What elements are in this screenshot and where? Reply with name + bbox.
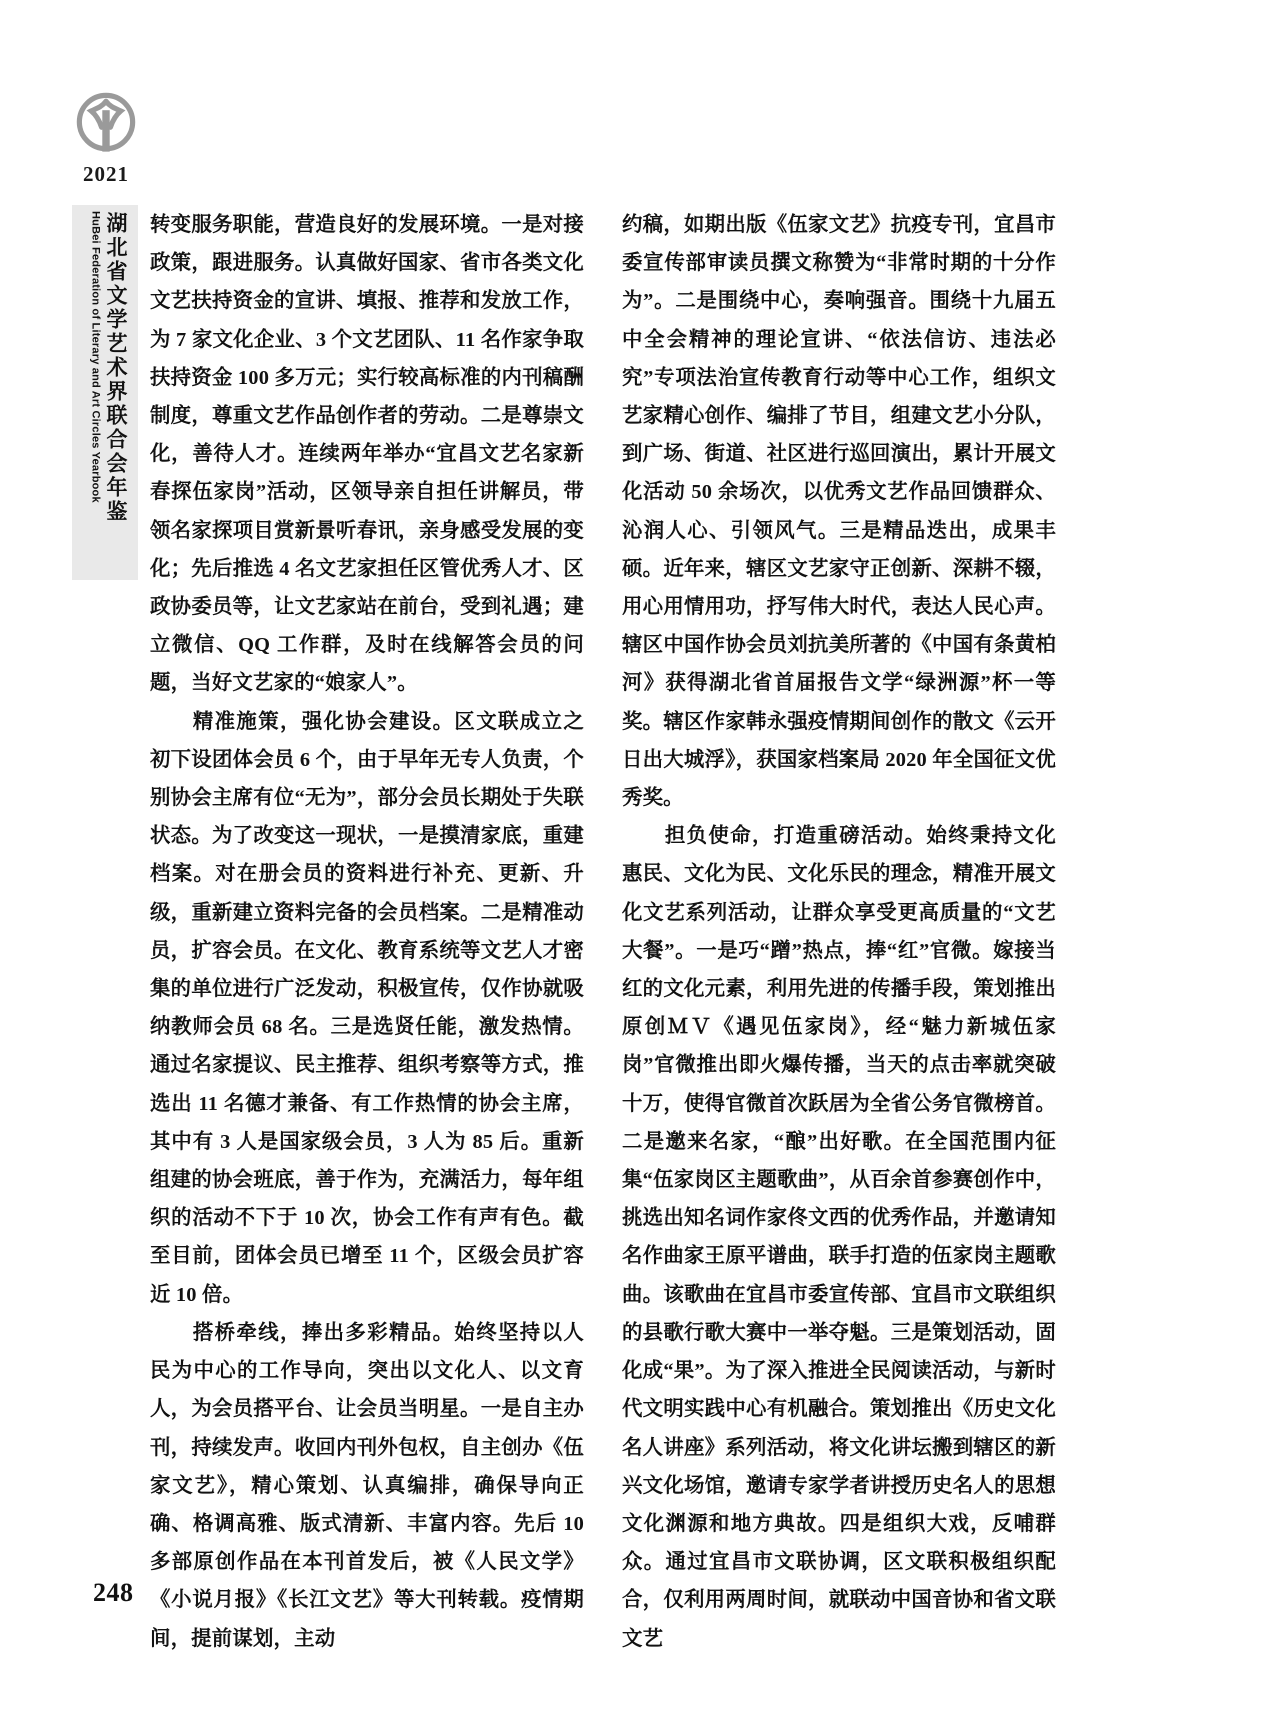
logo-year: 2021 (83, 162, 129, 186)
yearbook-emblem-icon (69, 88, 143, 162)
paragraph: 搭桥牵线，捧出多彩精品。始终坚持以人民为中心的工作导向，突出以文化人、以文育人，为会员搭平台、让会员当明星。一是自主办刊，持续发声。收回内刊外包权，自主创办《伍家文艺》，精心策划、认真编排，确保导向正确、格调高雅、版式清新、丰富内容。先后 10 多部原创作品在本刊首发后，被《人民文学》《小说月报》《长江文艺》等大刊转载。疫情期间，提前谋划，主动 (150, 1321, 584, 1650)
vertical-running-head (72, 205, 138, 580)
running-head-title-en: HuBei Federation of Literary and Art Circles Yearbook (89, 211, 102, 503)
body-column-right (622, 206, 1056, 1658)
running-head-title-cn: 湖北省文学艺术界联合会年鉴 (104, 212, 128, 524)
page-masthead (62, 88, 150, 185)
page-number: 248 (93, 1578, 134, 1607)
paragraph: 转变服务职能，营造良好的发展环境。一是对接政策，跟进服务。认真做好国家、省市各类文化文艺扶持资金的宣讲、填报、推荐和发放工作，为 7 家文化企业、3 个文艺团队、11 名作家争取扶持资金 100 多万元；实行较高标准的内刊稿酬制度，尊重文艺作品创作者的劳动。二是尊崇文化，善待人才。连续两年举办“宜昌文艺名家新春探伍家岗”活动，区领导亲自担任讲解员，带领名家探项目赏新景听春讯，亲身感受发展的变化；先后推选 4 名文艺家担任区管优秀人才、区政协委员等，让文艺家站在前台，受到礼遇；建立微信、QQ 工作群，及时在线解答会员的问题，当好文艺家的“娘家人”。 (150, 214, 584, 695)
paragraph: 精准施策，强化协会建设。区文联成立之初下设团体会员 6 个，由于早年无专人负责，个别协会主席有位“无为”，部分会员长期处于失联状态。为了改变这一现状，一是摸清家底，重建档案。对在册会员的资料进行补充、更新、升级，重新建立资料完备的会员档案。二是精准动员，扩容会员。在文化、教育系统等文艺人才密集的单位进行广泛发动，积极宣传，仅作协就吸纳教师会员 68 名。三是选贤任能，激发热情。通过名家提议、民主推荐、组织考察等方式，推选出 11 名德才兼备、有工作热情的协会主席，其中有 3 人是国家级会员，3 人为 85 后。重新组建的协会班底，善于作为，充满活力，每年组织的活动不下于 10 次，协会工作有声有色。截至目前，团体会员已增至 11 个，区级会员扩容近 10 倍。 (150, 710, 584, 1306)
paragraph: 担负使命，打造重磅活动。始终秉持文化惠民、文化为民、文化乐民的理念，精准开展文化文艺系列活动，让群众享受更高质量的“文艺大餐”。一是巧“蹭”热点，捧“红”官微。嫁接当红的文化元素，利用先进的传播手段，策划推出原创ＭＶ《遇见伍家岗》，经“魅力新城伍家岗”官微推出即火爆传播，当天的点击率就突破十万，使得官微首次跃居为全省公务官微榜首。二是邀来名家，“酿”出好歌。在全国范围内征集“伍家岗区主题歌曲”，从百余首参赛创作中，挑选出知名词作家佟文西的优秀作品，并邀请知名作曲家王原平谱曲，联手打造的伍家岗主题歌曲。该歌曲在宜昌市委宣传部、宜昌市文联组织的县歌行歌大赛中一举夺魁。三是策划活动，固化成“果”。为了深入推进全民阅读活动，与新时代文明实践中心有机融合。策划推出《历史文化名人讲座》系列活动，将文化讲坛搬到辖区的新兴文化场馆，邀请专家学者讲授历史名人的思想文化渊源和地方典故。四是组织大戏，反哺群众。通过宜昌市文联协调，区文联积极组织配合，仅利用两周时间，就联动中国音协和省文联文艺 (622, 825, 1056, 1650)
body-column-left (150, 206, 584, 1658)
paragraph: 约稿，如期出版《伍家文艺》抗疫专刊，宜昌市委宣传部审读员撰文称赞为“非常时期的十分作为”。二是围绕中心，奏响强音。围绕十九届五中全会精神的理论宣讲、“依法信访、违法必究”专项法治宣传教育行动等中心工作，组织文艺家精心创作、编排了节目，组建文艺小分队，到广场、街道、社区进行巡回演出，累计开展文化活动 50 余场次，以优秀文艺作品回馈群众、沁润人心、引领风气。三是精品迭出，成果丰硕。近年来，辖区文艺家守正创新、深耕不辍，用心用情用功，抒写伟大时代，表达人民心声。辖区中国作协会员刘抗美所著的《中国有条黄柏河》获得湖北省首届报告文学“绿洲源”杯一等奖。辖区作家韩永强疫情期间创作的散文《云开日出大城浮》，获国家档案局 2020 年全国征文优秀奖。 (622, 214, 1056, 810)
logo-block (62, 88, 150, 185)
